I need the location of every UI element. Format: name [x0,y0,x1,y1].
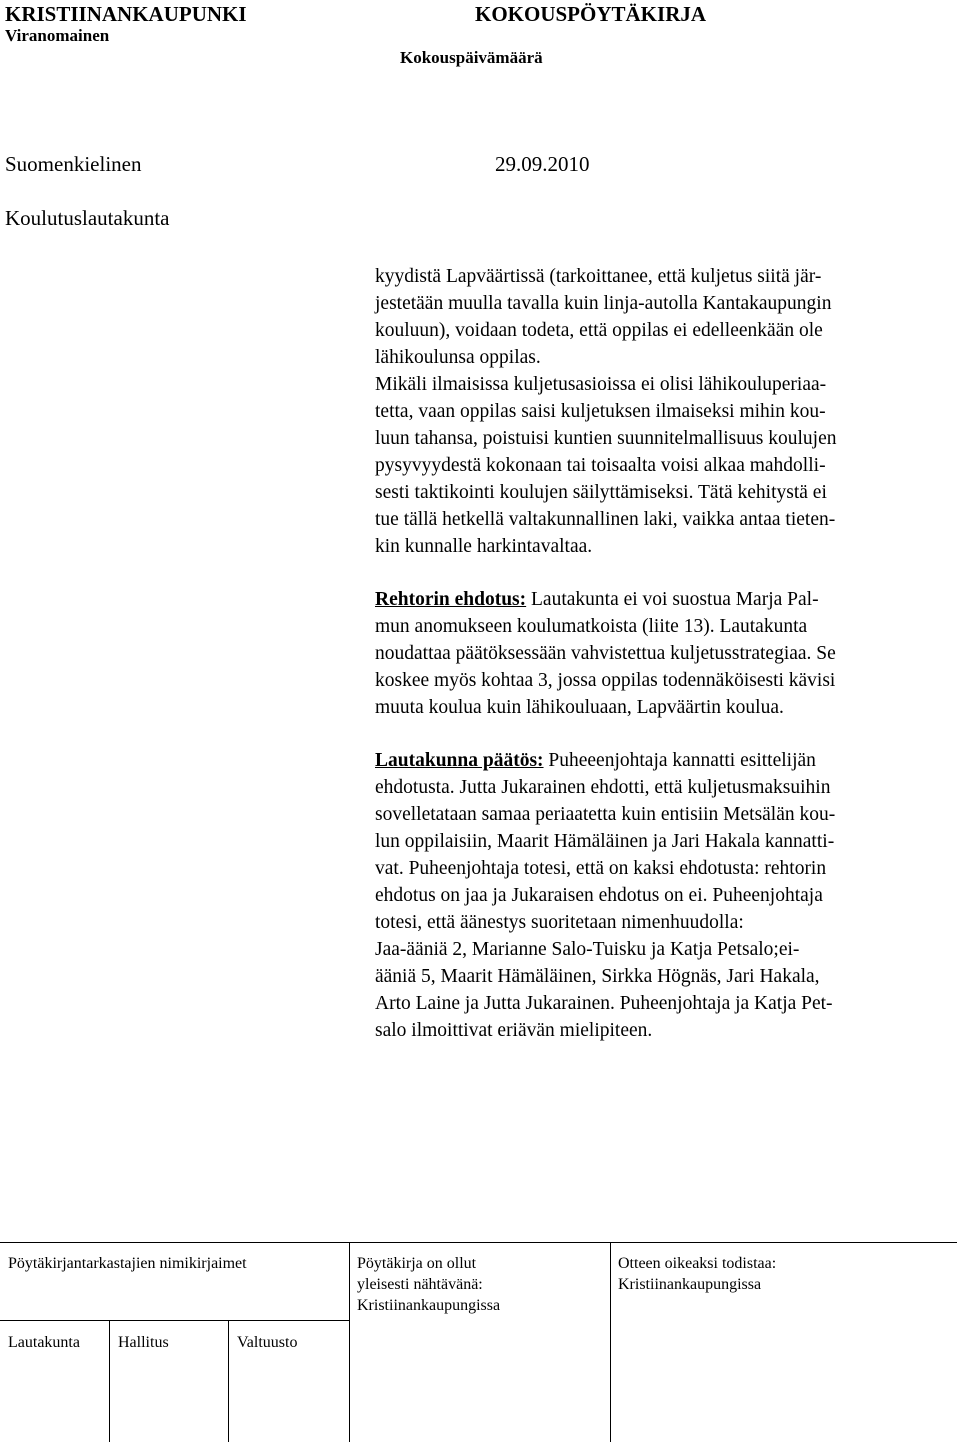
text-line: tue tällä hetkellä valtakunnallinen laki, vaikka antaa tieten- [375,509,836,530]
initials-label: Pöytäkirjantarkastajien nimikirjaimet [8,1255,247,1272]
body-valtuusto: Valtuusto [237,1334,298,1351]
footer-divider-4 [228,1320,229,1442]
public-notice-line: yleisesti nähtävänä: [357,1276,483,1293]
text-line: sovelletataan samaa periaatetta kuin entisiin Metsälän kou- [375,804,836,825]
text-line: kouluun), voidaan todeta, että oppilas ei edelleenkään ole [375,320,823,341]
public-notice-line: Pöytäkirja on ollut [357,1255,477,1272]
text-line: vat. Puheenjohtaja totesi, että on kaksi ehdotusta: rehtorin [375,858,827,879]
paragraph-board-decision [375,747,935,1044]
footer-divider-3 [109,1320,110,1442]
footer-top-rule [0,1242,957,1243]
vote-yes-text: Jaa-ääniä 2, Marianne Salo-Tuisku ja Katja Petsalo; [375,939,779,960]
text-line: kin kunnalle harkintavaltaa. [375,536,593,557]
text-line: salo ilmoittivat eriävän mielipiteen. [375,1020,653,1041]
copy-certification-line: Kristiinankaupungissa [618,1276,762,1293]
text-line: koskee myös kohtaa 3, jossa oppilas todennäköisesti kävisi [375,670,836,691]
text-line: noudattaa päätöksessään vahvistettua kuljetusstrategiaa. Se [375,643,836,664]
text-line: tetta, vaan oppilas saisi kuljetuksen ilmaiseksi mihin kou- [375,401,826,422]
copy-certification-line: Otteen oikeaksi todistaa: [618,1255,777,1272]
copy-certification [618,1253,776,1295]
footer-divider-2 [610,1242,611,1442]
public-notice [357,1253,500,1316]
organization-name: KRISTIINANKAUPUNKI [5,2,247,26]
meeting-date: 29.09.2010 [495,152,590,176]
text-line: pysyvyydestä kokonaan tai toisaalta voisi alkaa mahdolli- [375,455,826,476]
meeting-date-label: Kokouspäivämäärä [400,48,543,67]
vote-no-start: ei- [778,939,800,960]
authority-value: Suomenkielinen [5,152,142,176]
text-line: mun anomukseen koulumatkoista (liite 13). Lautakunta [375,616,808,637]
vote-line [375,936,935,963]
text-line: lun oppilaisiin, Maarit Hämäläinen ja Jari Hakala kannatti- [375,831,835,852]
decision-heading: Lautakunna päätös: [375,750,544,771]
body-lautakunta: Lautakunta [8,1334,80,1351]
text-line: ääniä 5, Maarit Hämäläinen, Sirkka Högnäs, Jari Hakala, [375,966,820,987]
text-line: kyydistä Lapväärtissä (tarkoittanee, että kuljetus siitä jär- [375,266,822,287]
footer-mid-rule [0,1320,350,1321]
proposal-heading: Rehtorin ehdotus: [375,589,527,610]
text-line: Puheeenjohtaja kannatti esittelijän [548,750,816,771]
authority-label: Viranomainen [5,26,110,45]
footer-divider-1 [349,1242,350,1442]
board-name: Koulutuslautakunta [5,206,170,230]
text-line: Arto Laine ja Jutta Jukarainen. Puheenjohtaja ja Katja Pet- [375,993,833,1014]
paragraph-principal-proposal [375,586,935,721]
text-line: lähikoulunsa oppilas. [375,347,541,368]
document-type: KOKOUSPÖYTÄKIRJA [475,2,707,26]
text-line: luun tahansa, poistuisi kuntien suunnitelmallisuus koulujen [375,428,837,449]
text-line: jestetään muulla tavalla kuin linja-autolla Kantakaupungin [375,293,832,314]
paragraph-justification [375,263,935,560]
text-line: Lautakunta ei voi suostua Marja Pal- [531,589,819,610]
public-notice-line: Kristiinankaupungissa [357,1297,501,1314]
text-line: sesti taktikointi koulujen säilyttämiseksi. Tätä kehitystä ei [375,482,827,503]
text-line: Mikäli ilmaisissa kuljetusasioissa ei olisi lähikouluperiaa- [375,374,827,395]
text-line: totesi, että äänestys suoritetaan nimenhuudolla: [375,912,744,933]
body-hallitus: Hallitus [118,1334,169,1351]
text-line: muuta koulua kuin lähikouluaan, Lapväärtin koulua. [375,697,784,718]
text-line: ehdotus on jaa ja Jukaraisen ehdotus on ei. Puheenjohtaja [375,885,823,906]
text-line: ehdotusta. Jutta Jukarainen ehdotti, että kuljetusmaksuihin [375,777,831,798]
